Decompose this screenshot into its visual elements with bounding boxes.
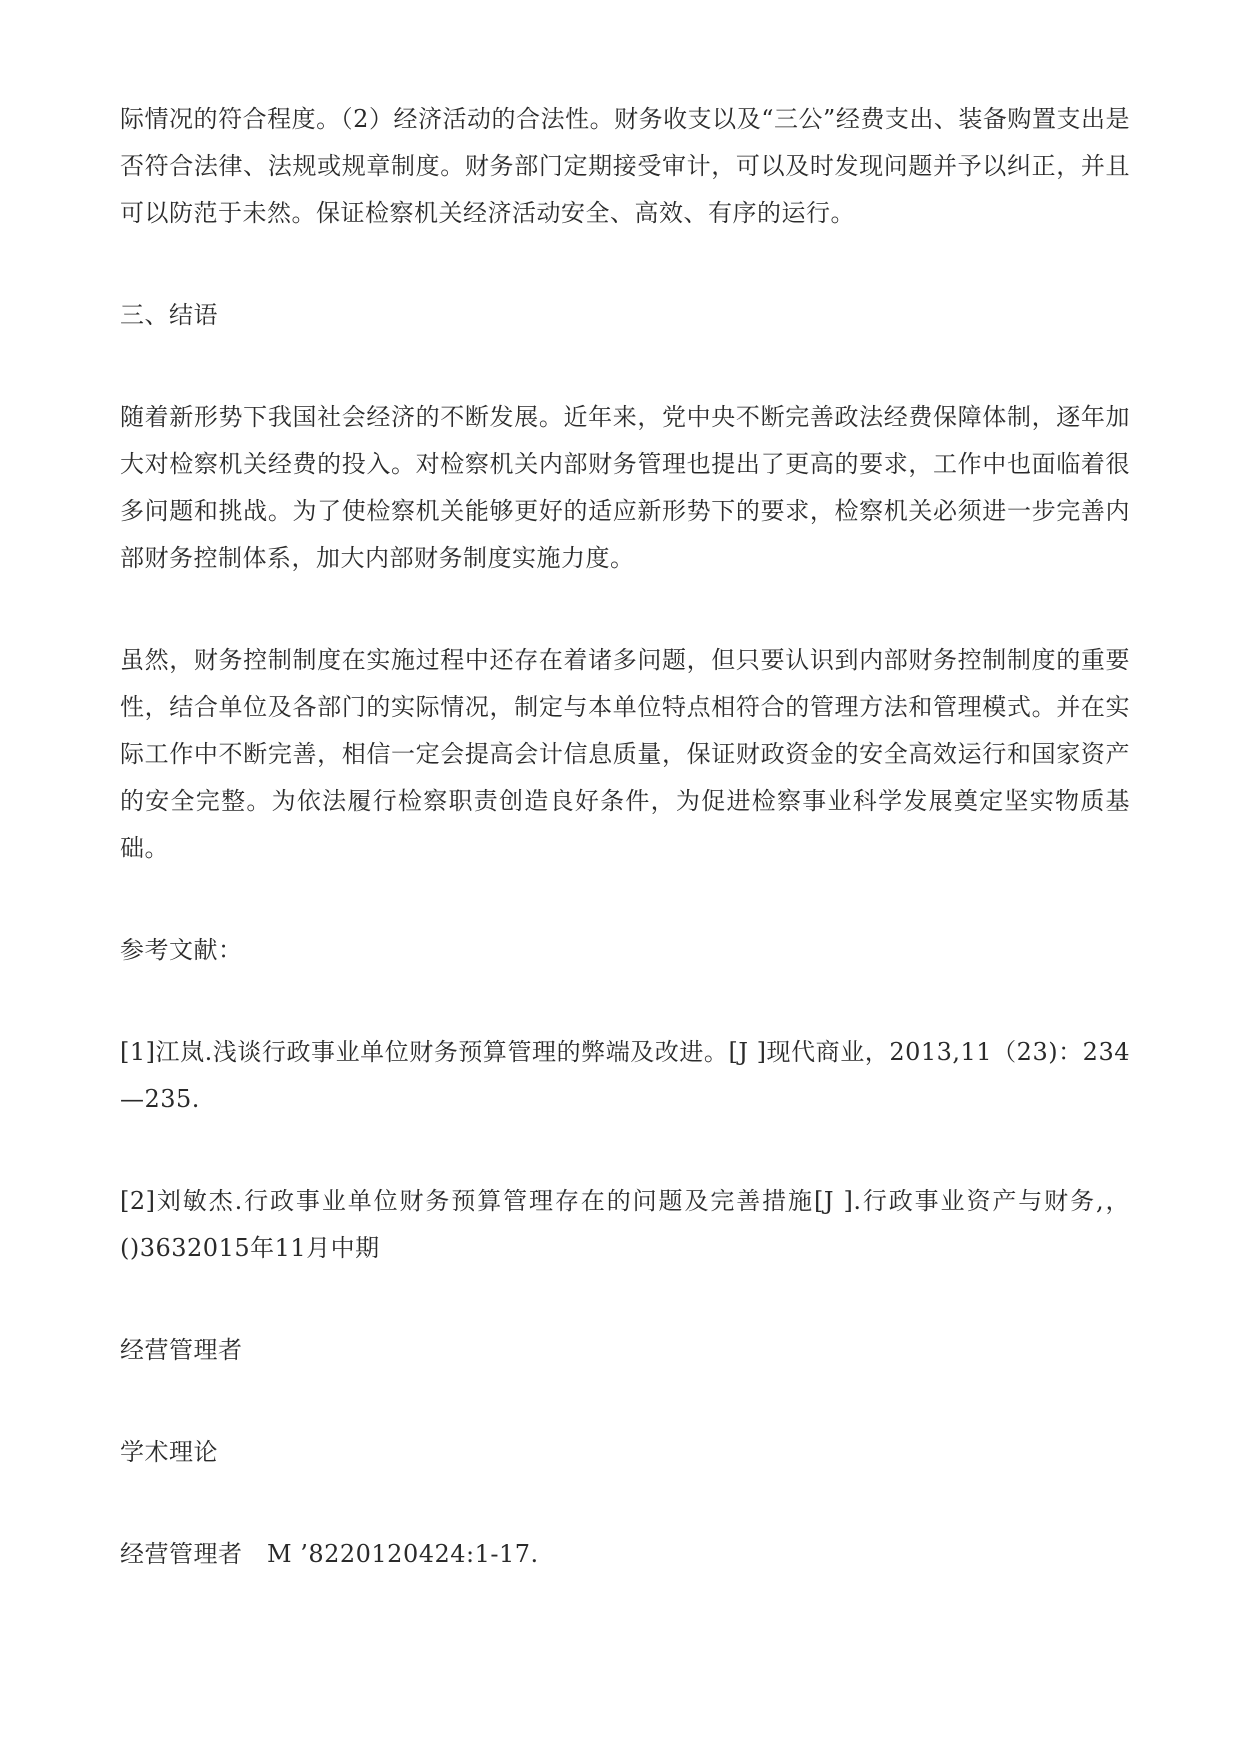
paragraph-audit-legality: 际情况的符合程度。（2）经济活动的合法性。财务收支以及“三公”经费支出、装备购置支出是否符合法律、法规或规章制度。财务部门定期接受审计，可以及时发现问题并予以纠正，并且可以防范于未然。保证检察机关经济活动安全、高效、有序的运行。 — [120, 105, 1130, 227]
footer-journal-info: 经营管理者 M ’8220120424:1-17. — [120, 1540, 539, 1568]
paragraph-conclusion-1: 随着新形势下我国社会经济的不断发展。近年来，党中央不断完善政法经费保障体制，逐年加大对检察机关经费的投入。对检察机关内部财务管理也提出了更高的要求，工作中也面临着很多问题和挑战。为了使检察机关能够更好的适应新形势下的要求，检察机关必须进一步完善内部财务控制体系，加大内部财务制度实施力度。 — [120, 403, 1130, 572]
references-heading: 参考文献： — [120, 936, 243, 964]
paragraph-conclusion-2: 虽然，财务控制制度在实施过程中还存在着诸多问题，但只要认识到内部财务控制制度的重要性，结合单位及各部门的实际情况，制定与本单位特点相符合的管理方法和管理模式。并在实际工作中不断完善，相信一定会提高会计信息质量，保证财政资金的安全高效运行和国家资产的安全完整。为依法履行检察职责创造良好条件，为促进检察事业科学发展奠定坚实物质基础。 — [120, 646, 1130, 862]
footer-journal-name: 经营管理者 — [120, 1336, 243, 1364]
document-body — [120, 96, 1130, 1633]
reference-item-1: [1]江岚.浅谈行政事业单位财务预算管理的弊端及改进。[J ]现代商业，2013,11（23)：234—235. — [120, 1038, 1130, 1113]
section-heading-conclusion: 三、结语 — [120, 301, 218, 329]
footer-section-name: 学术理论 — [120, 1438, 218, 1466]
reference-item-2: [2]刘敏杰.行政事业单位财务预算管理存在的问题及完善措施[J ].行政事业资产与财务,，()3632015年11月中期 — [120, 1187, 1130, 1262]
